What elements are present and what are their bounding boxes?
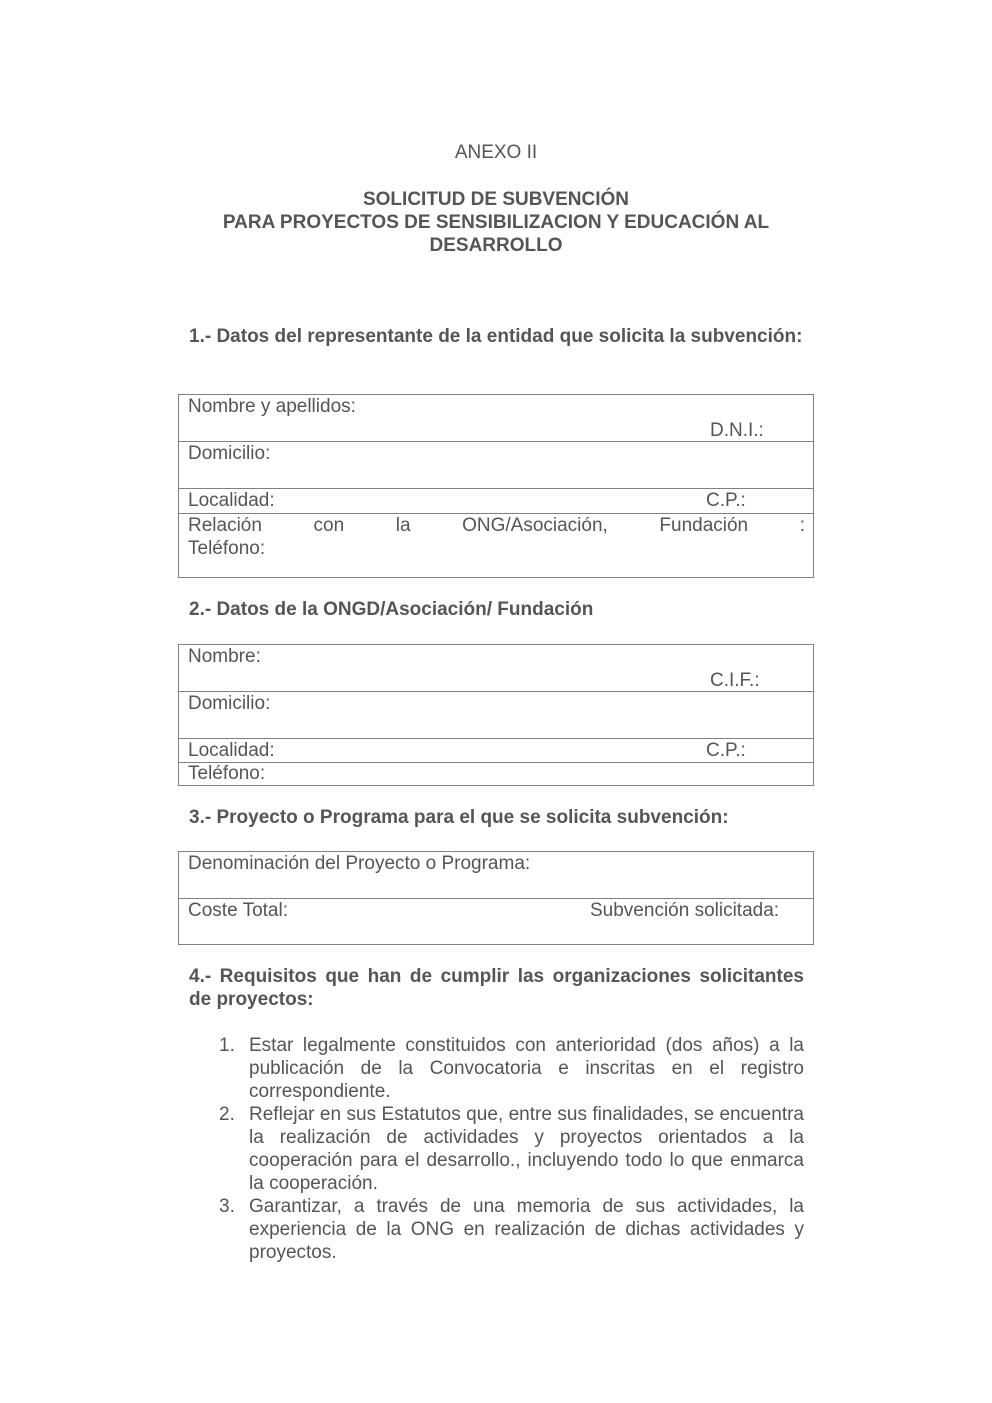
organization-locality-row[interactable] [179,739,813,763]
organization-phone-label: Teléfono: [188,763,266,784]
representative-relation-row[interactable] [179,514,813,577]
representative-locality-row[interactable] [179,489,813,514]
representative-address-row[interactable] [179,442,813,489]
title-line-1: SOLICITUD DE SUBVENCIÓN [362,189,630,210]
cif-label: C.I.F.: [710,670,760,691]
requirement-number: 1. [219,1035,235,1056]
organization-address-label: Domicilio: [188,693,271,714]
representative-locality-label: Localidad: [188,490,275,511]
requirement-text: Estar legalmente constituidos con anterioridad (dos años) a la publicación de la Convocatoria e inscritas en el registro correspondiente. [249,1035,804,1102]
relation-label: Relación con la ONG/Asociación, Fundación : [188,515,805,536]
project-denomination-row[interactable] [179,852,813,899]
requirement-number: 3. [219,1196,235,1217]
representative-phone-label: Teléfono: [188,538,266,559]
section-4-heading: 4.- Requisitos que han de cumplir las organizaciones solicitantes de proyectos: [189,966,804,1010]
representative-cp-label: C.P.: [706,490,746,511]
list-item [189,1103,804,1195]
annex-label: ANEXO II [454,142,538,163]
dni-label: D.N.I.: [710,420,764,441]
requested-subsidy-label: Subvención solicitada: [590,900,780,921]
representative-form [178,394,814,578]
list-item [189,1034,804,1103]
list-item [189,1195,804,1264]
requirement-number: 2. [219,1104,235,1125]
organization-form [178,644,814,786]
title-line-3: DESARROLLO [429,235,563,256]
requirements-list [189,1034,804,1264]
organization-name-label: Nombre: [188,646,261,667]
title-line-2: PARA PROYECTOS DE SENSIBILIZACION Y EDUCACIÓN AL [222,212,770,233]
organization-cp-label: C.P.: [706,740,746,761]
section-2-heading: 2.- Datos de la ONGD/Asociación/ Fundación [189,599,594,620]
section-1-heading: 1.- Datos del representante de la entidad que solicita la subvención: [189,326,803,347]
representative-name-row[interactable] [179,395,813,442]
requirement-text: Reflejar en sus Estatutos que, entre sus finalidades, se encuentra la realización de actividades y proyectos orientados a la cooperación para el desarrollo., incluyendo todo lo que enmarca la cooperación. [249,1104,804,1194]
total-cost-label: Coste Total: [188,900,288,921]
document-title [0,188,992,257]
project-denomination-label: Denominación del Proyecto o Programa: [188,853,531,874]
section-3-heading: 3.- Proyecto o Programa para el que se solicita subvención: [189,807,729,828]
organization-phone-row[interactable] [179,763,813,785]
representative-address-label: Domicilio: [188,443,271,464]
project-form [178,851,814,945]
organization-address-row[interactable] [179,692,813,739]
organization-name-row[interactable] [179,645,813,692]
representative-name-label: Nombre y apellidos: [188,396,356,417]
requirement-text: Garantizar, a través de una memoria de sus actividades, la experiencia de la ONG en realización de dichas actividades y proyectos. [249,1196,804,1263]
project-cost-row[interactable] [179,899,813,944]
organization-locality-label: Localidad: [188,740,275,761]
